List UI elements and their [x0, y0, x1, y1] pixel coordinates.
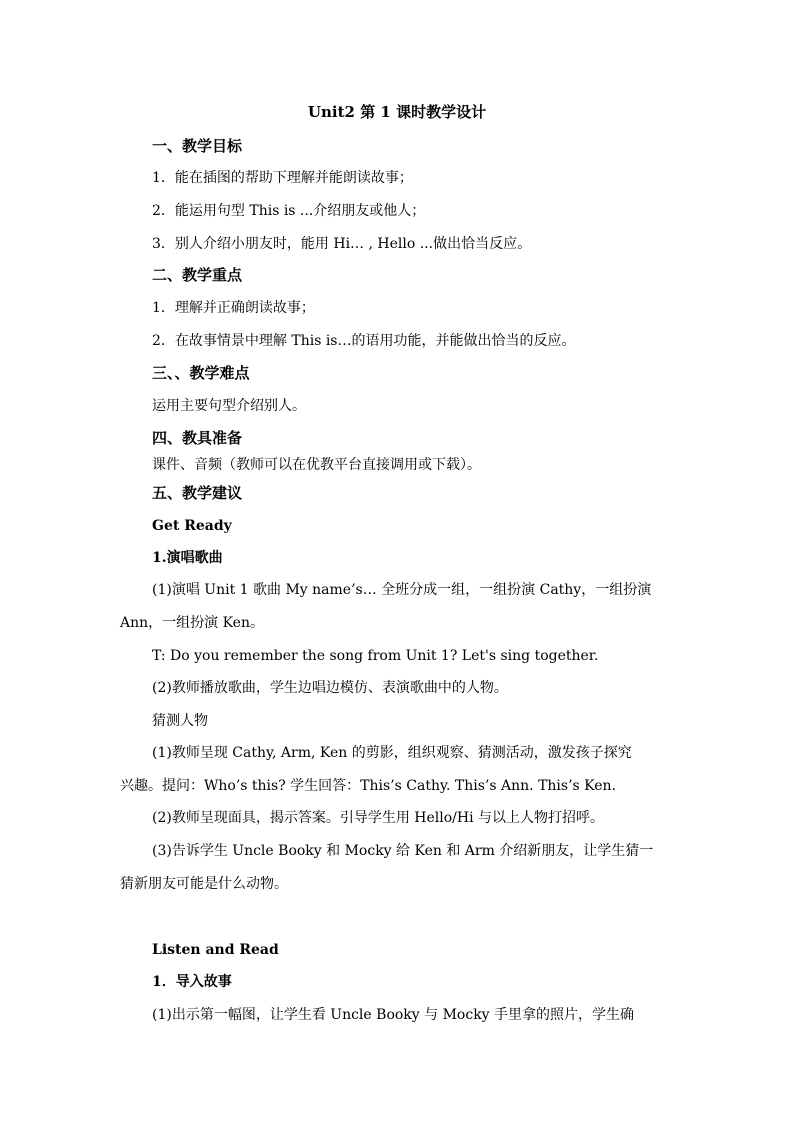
- heading-key-points: 二、教学重点: [152, 266, 243, 284]
- subheading-get-ready: Get Ready: [152, 518, 232, 534]
- heading-goals: 一、教学目标: [152, 137, 243, 155]
- subheading-guess-characters: 猜测人物: [152, 713, 208, 729]
- difficulties-text: 运用主要句型介绍别人。: [152, 398, 306, 414]
- key-point-1: 1．理解并正确朗读故事；: [152, 300, 315, 316]
- song-paragraph-2: (2)教师播放歌曲，学生边唱边模仿、表演歌曲中的人物。: [152, 680, 508, 696]
- key-point-2: 2．在故事情景中理解 This is…的语用功能，并能做出恰当的反应。: [152, 333, 576, 349]
- guess-paragraph-2: (2)教师呈现面具，揭示答案。引导学生用 Hello/Hi 与以上人物打招呼。: [152, 810, 605, 826]
- guess-paragraph-1-line-1: (1)教师呈现 Cathy, Arm, Ken 的剪影，组织观察、猜测活动，激发孩子探究: [152, 745, 632, 761]
- goal-item-1: 1．能在插图的帮助下理解并能朗读故事；: [152, 170, 413, 186]
- song-teacher-line: T: Do you remember the song from Unit 1? Let's sing together.: [152, 648, 599, 664]
- subheading-listen-and-read: Listen and Read: [152, 942, 279, 958]
- song-paragraph-1-line-2: Ann，一组扮演 Ken。: [120, 615, 264, 631]
- goal-item-3: 3．别人介绍小朋友时，能用 Hi… , Hello ...做出恰当反应。: [152, 236, 532, 252]
- document-title: Unit2 第 1 课时教学设计: [307, 103, 487, 121]
- heading-suggestions: 五、教学建议: [152, 484, 243, 502]
- subheading-sing-song: 1.演唱歌曲: [152, 550, 223, 566]
- guess-paragraph-1-line-2: 兴趣。提问：Who’s this? 学生回答：This’s Cathy. This’s Ann. This’s Ken.: [120, 778, 617, 794]
- subheading-introduce-story: 1．导入故事: [152, 974, 232, 990]
- guess-paragraph-3-line-1: (3)告诉学生 Uncle Booky 和 Mocky 给 Ken 和 Arm 介绍新朋友，让学生猜一: [152, 843, 654, 859]
- goal-item-2: 2．能运用句型 This is ...介绍朋友或他人；: [152, 203, 426, 219]
- guess-paragraph-3-line-2: 猜新朋友可能是什么动物。: [120, 876, 288, 892]
- song-paragraph-1-line-1: (1)演唱 Unit 1 歌曲 My name’s… 全班分成一组，一组扮演 Cathy，一组扮演: [152, 582, 652, 598]
- heading-difficulties: 三、、教学难点: [152, 364, 250, 382]
- story-paragraph-1: (1)出示第一幅图，让学生看 Uncle Booky 与 Mocky 手里拿的照片，学生确: [152, 1007, 635, 1023]
- materials-text: 课件、音频（教师可以在优教平台直接调用或下载）。: [152, 457, 481, 473]
- heading-materials: 四、教具准备: [152, 429, 243, 447]
